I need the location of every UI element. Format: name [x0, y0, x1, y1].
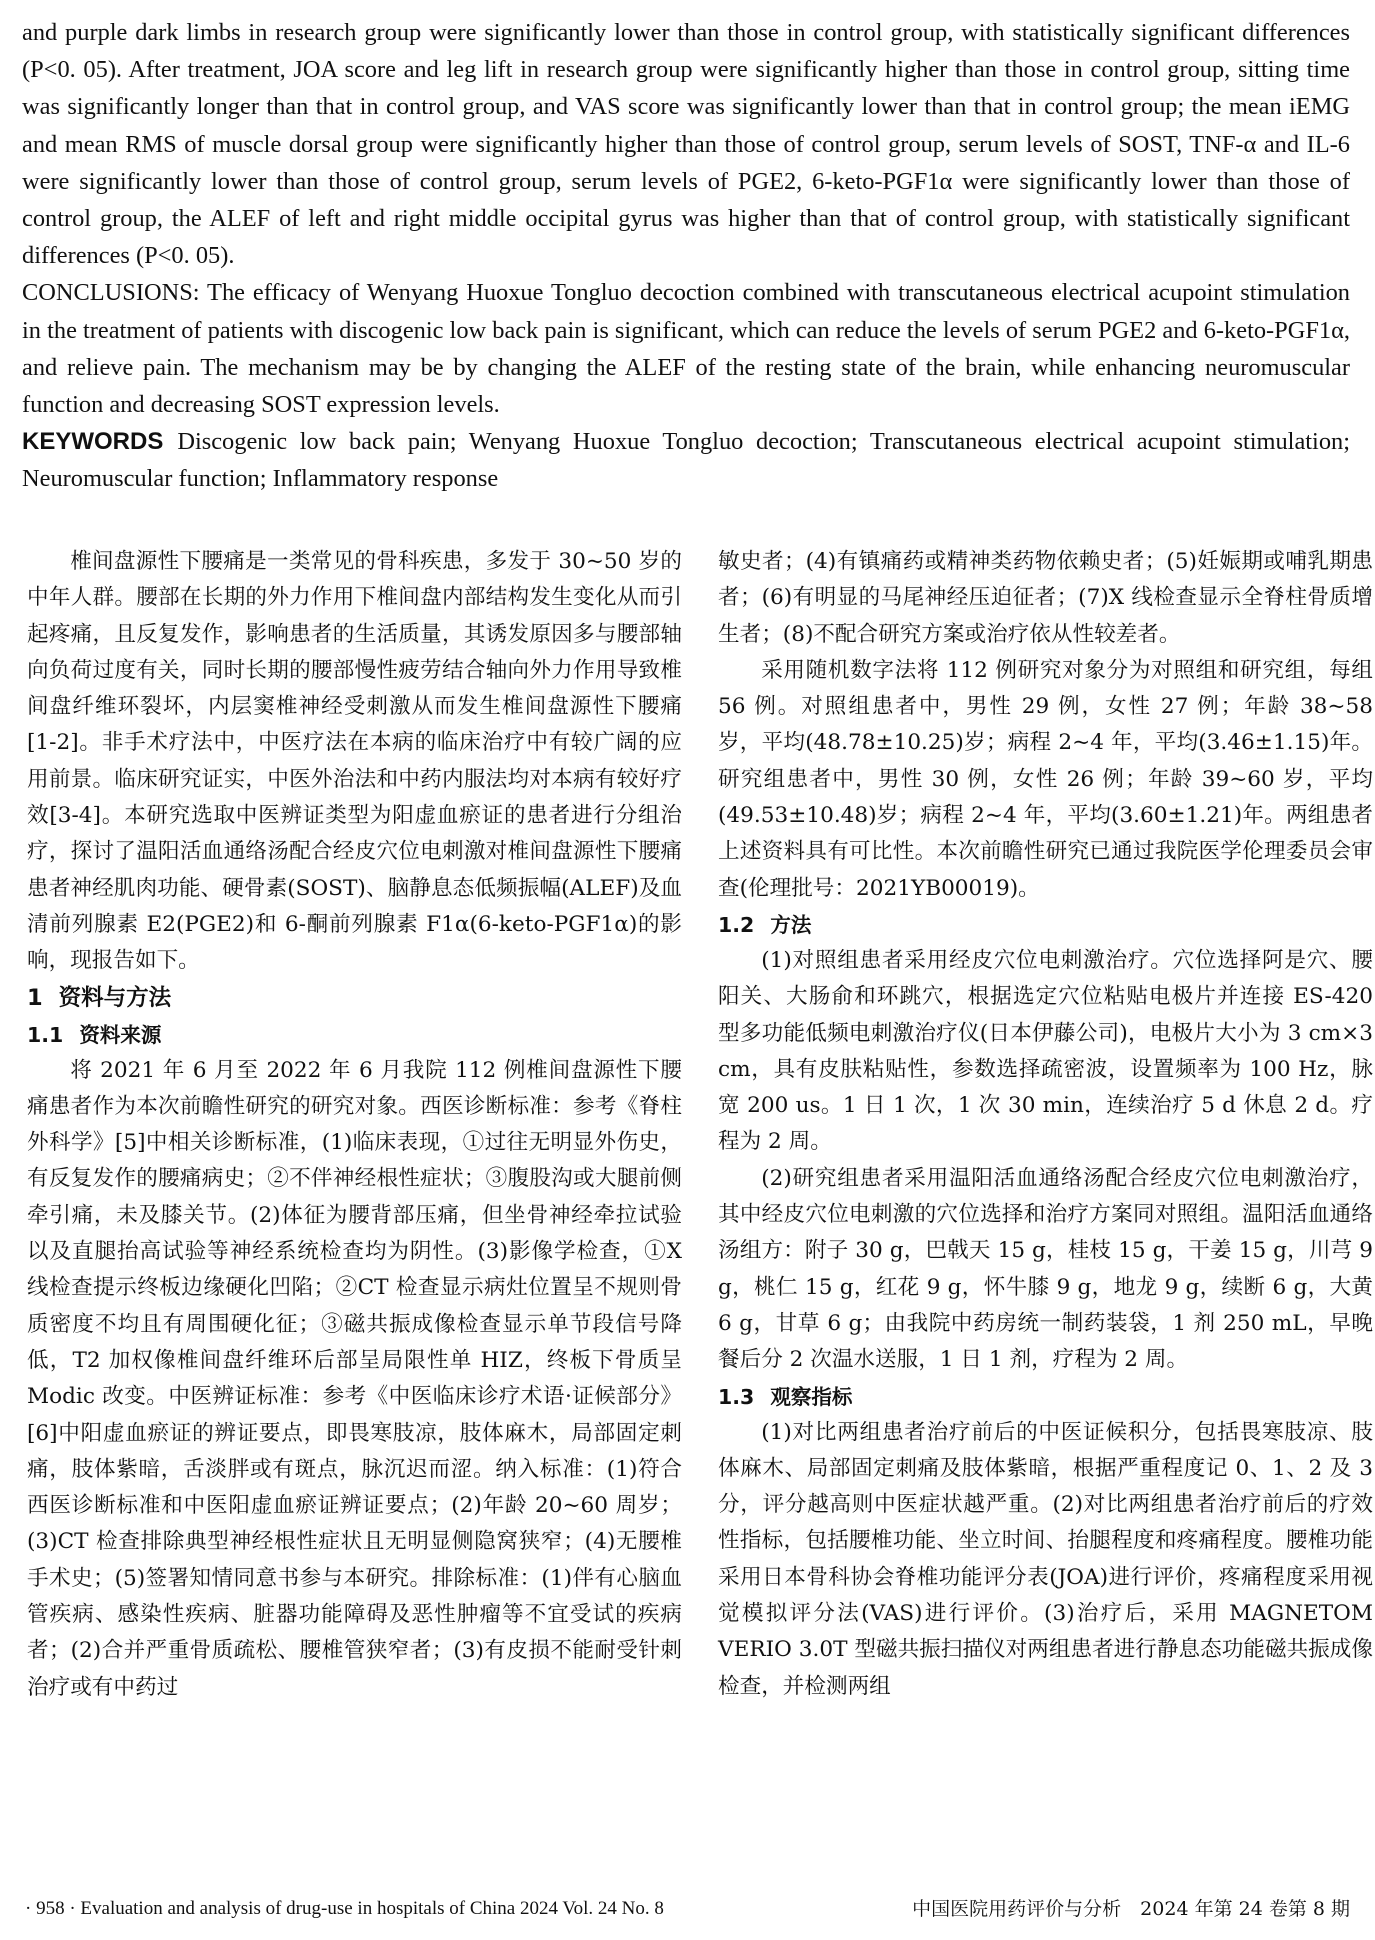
keywords-text: Discogenic low back pain; Wenyang Huoxue Tongluo decoction; Transcutaneous electrical acupoint stimulation; Neuromuscular function; Inflammatory response	[22, 428, 1350, 493]
keywords-label: KEYWORDS	[22, 428, 164, 456]
abstract-english	[22, 14, 1350, 498]
abstract-results-continuation: and purple dark limbs in research group were significantly lower than those in control group, with statistically significant differences (P<0. 05). After treatment, JOA score and leg lift in research group were significantly higher than those in control group, sitting time was significantly longer than that in control group, and VAS score was significantly lower than that in control group; the mean iEMG and mean RMS of muscle dorsal group were significantly higher than those of control group, serum levels of SOST, TNF-α and IL-6 were significantly lower than those of control group, serum levels of PGE2, 6-keto-PGF1α were significantly lower than those of control group, the ALEF of left and right middle occipital gyrus was higher than that of control group, with statistically significant differences (P<0. 05).	[22, 19, 1350, 270]
subsection-heading-1-2	[718, 907, 1373, 943]
materials-paragraph: 将 2021 年 6 月至 2022 年 6 月我院 112 例椎间盘源性下腰痛患者作为本次前瞻性研究的研究对象。西医诊断标准：参考《脊柱外科学》[5]中相关诊断标准，(1)临床表现，①过往无明显外伤史，有反复发作的腰痛病史；②不伴神经根性症状；③腹股沟或大腿前侧牵引痛，未及膝关节。(2)体征为腰背部压痛，但坐骨神经牵拉试验以及直腿抬高试验等神经系统检查均为阴性。(3)影像学检查，①X 线检查提示终板边缘硬化凹陷；②CT 检查显示病灶位置呈不规则骨质密度不均且有周围硬化征；③磁共振成像检查显示单节段信号降低，T2 加权像椎间盘纤维环后部呈局限性单 HIZ，终板下骨质呈 Modic 改变。中医辨证标准：参考《中医临床诊疗术语·证候部分》[6]中阳虚血瘀证的辨证要点，即畏寒肢凉，肢体麻木，局部固定刺痛，肢体紫暗，舌淡胖或有斑点，脉沉迟而涩。纳入标准：(1)符合西医诊断标准和中医阳虚血瘀证辨证要点；(2)年龄 20~60 周岁；(3)CT 检查排除典型神经根性症状且无明显侧隐窝狭窄；(4)无腰椎手术史；(5)签署知情同意书参与本研究。排除标准：(1)伴有心脑血管疾病、感染性疾病、脏器功能障碍及恶性肿瘤等不宜受试的疾病者；(2)合并严重骨质疏松、腰椎管狭窄者；(3)有皮损不能耐受针刺治疗或有中药过	[27, 1057, 682, 1700]
footer-journal-english: · 958 · Evaluation and analysis of drug-use in hospitals of China 2024 Vol. 24 No. 8	[25, 1898, 664, 1919]
subsection-heading-1-1	[27, 1017, 682, 1053]
subsection-title: 方法	[770, 912, 812, 937]
section-heading-1	[27, 980, 682, 1017]
subsection-heading-1-3	[718, 1379, 1373, 1415]
observation-paragraph: (1)对比两组患者治疗前后的中医证候积分，包括畏寒肢凉、肢体麻木、局部固定刺痛及肢体紫暗，根据严重程度记 0、1、2 及 3 分，评分越高则中医症状越严重。(2)对比两组患者治疗前后的疗效性指标，包括腰椎功能、坐立时间、抬腿程度和疼痛程度。腰椎功能采用日本骨科协会脊椎功能评分表(JOA)进行评价，疼痛程度采用视觉模拟评分法(VAS)进行评价。(3)治疗后，采用 MAGNETOM VERIO 3.0T 型磁共振扫描仪对两组患者进行静息态功能磁共振成像检查，并检测两组	[718, 1419, 1373, 1699]
intro-paragraph: 椎间盘源性下腰痛是一类常见的骨科疾患，多发于 30~50 岁的中年人群。腰部在长期的外力作用下椎间盘内部结构发生变化从而引起疼痛，且反复发作，影响患者的生活质量，其诱发原因多与腰部轴向负荷过度有关，同时长期的腰部慢性疲劳结合轴向外力作用导致椎间盘纤维环裂坏，内层窦椎神经受刺激从而发生椎间盘源性下腰痛[1-2]。非手术疗法中，中医疗法在本病的临床治疗中有较广阔的应用前景。临床研究证实，中医外治法和中药内服法均对本病有较好疗效[3-4]。本研究选取中医辨证类型为阳虚血瘀证的患者进行分组治疗，探讨了温阳活血通络汤配合经皮穴位电刺激对椎间盘源性下腰痛患者神经肌肉功能、硬骨素(SOST)、脑静息态低频振幅(ALEF)及血清前列腺素 E2(PGE2)和 6-酮前列腺素 F1α(6-keto-PGF1α)的影响，现报告如下。	[27, 549, 682, 974]
method-control-paragraph: (1)对照组患者采用经皮穴位电刺激治疗。穴位选择阿是穴、腰阳关、大肠俞和环跳穴，根据选定穴位粘贴电极片并连接 ES-420 型多功能低频电刺激治疗仪(日本伊藤公司)，电极片大小为 3 cm×3 cm，具有皮肤粘贴性，参数选择疏密波，设置频率为 100 Hz，脉宽 200 us。1 日 1 次，1 次 30 min，连续治疗 5 d 休息 2 d。疗程为 2 周。	[718, 947, 1373, 1155]
section-number: 1	[27, 984, 43, 1011]
right-column	[718, 544, 1373, 1705]
abstract-conclusions: CONCLUSIONS: The efficacy of Wenyang Huoxue Tongluo decoction combined with transcutaneous electrical acupoint stimulation in the treatment of patients with discogenic low back pain is significant, which can reduce the levels of serum PGE2 and 6-keto-PGF1α, and relieve pain. The mechanism may be by changing the ALEF of the resting state of the brain, while enhancing neuromuscular function and decreasing SOST expression levels.	[22, 279, 1350, 419]
method-research-paragraph: (2)研究组患者采用温阳活血通络汤配合经皮穴位电刺激治疗，其中经皮穴位电刺激的穴位选择和治疗方案同对照组。温阳活血通络汤组方：附子 30 g，巴戟天 15 g，桂枝 15 g，干姜 15 g，川芎 9 g，桃仁 15 g，红花 9 g，怀牛膝 9 g，地龙 9 g，续断 6 g，大黄 6 g，甘草 6 g；由我院中药房统一制药装袋，1 剂 250 mL，早晚餐后分 2 次温水送服，1 日 1 剂，疗程为 2 周。	[718, 1165, 1373, 1373]
subsection-title: 资料来源	[79, 1022, 162, 1047]
footer-journal-chinese: 中国医院用药评价与分析 2024 年第 24 卷第 8 期	[912, 1898, 1350, 1920]
subsection-number: 1.3	[718, 1384, 755, 1409]
section-title: 资料与方法	[58, 984, 172, 1011]
keywords-line	[22, 423, 1350, 497]
left-column	[27, 544, 682, 1706]
subsection-number: 1.2	[718, 912, 755, 937]
grouping-paragraph: 采用随机数字法将 112 例研究对象分为对照组和研究组，每组 56 例。对照组患者中，男性 29 例，女性 27 例；年龄 38~58 岁，平均(48.78±10.25)岁；病程 2~4 年，平均(3.46±1.15)年。研究组患者中，男性 30 例，女性 26 例；年龄 39~60 岁，平均(49.53±10.48)岁；病程 2~4 年，平均(3.60±1.21)年。两组患者上述资料具有可比性。本次前瞻性研究已通过我院医学伦理委员会审查(伦理批号：2021YB00019)。	[718, 657, 1373, 901]
subsection-title: 观察指标	[770, 1384, 853, 1409]
subsection-number: 1.1	[27, 1022, 64, 1047]
exclusion-continuation-paragraph: 敏史者；(4)有镇痛药或精神类药物依赖史者；(5)妊娠期或哺乳期患者；(6)有明显的马尾神经压迫征者；(7)X 线检查显示全脊柱骨质增生者；(8)不配合研究方案或治疗依从性较差者。	[718, 549, 1373, 647]
